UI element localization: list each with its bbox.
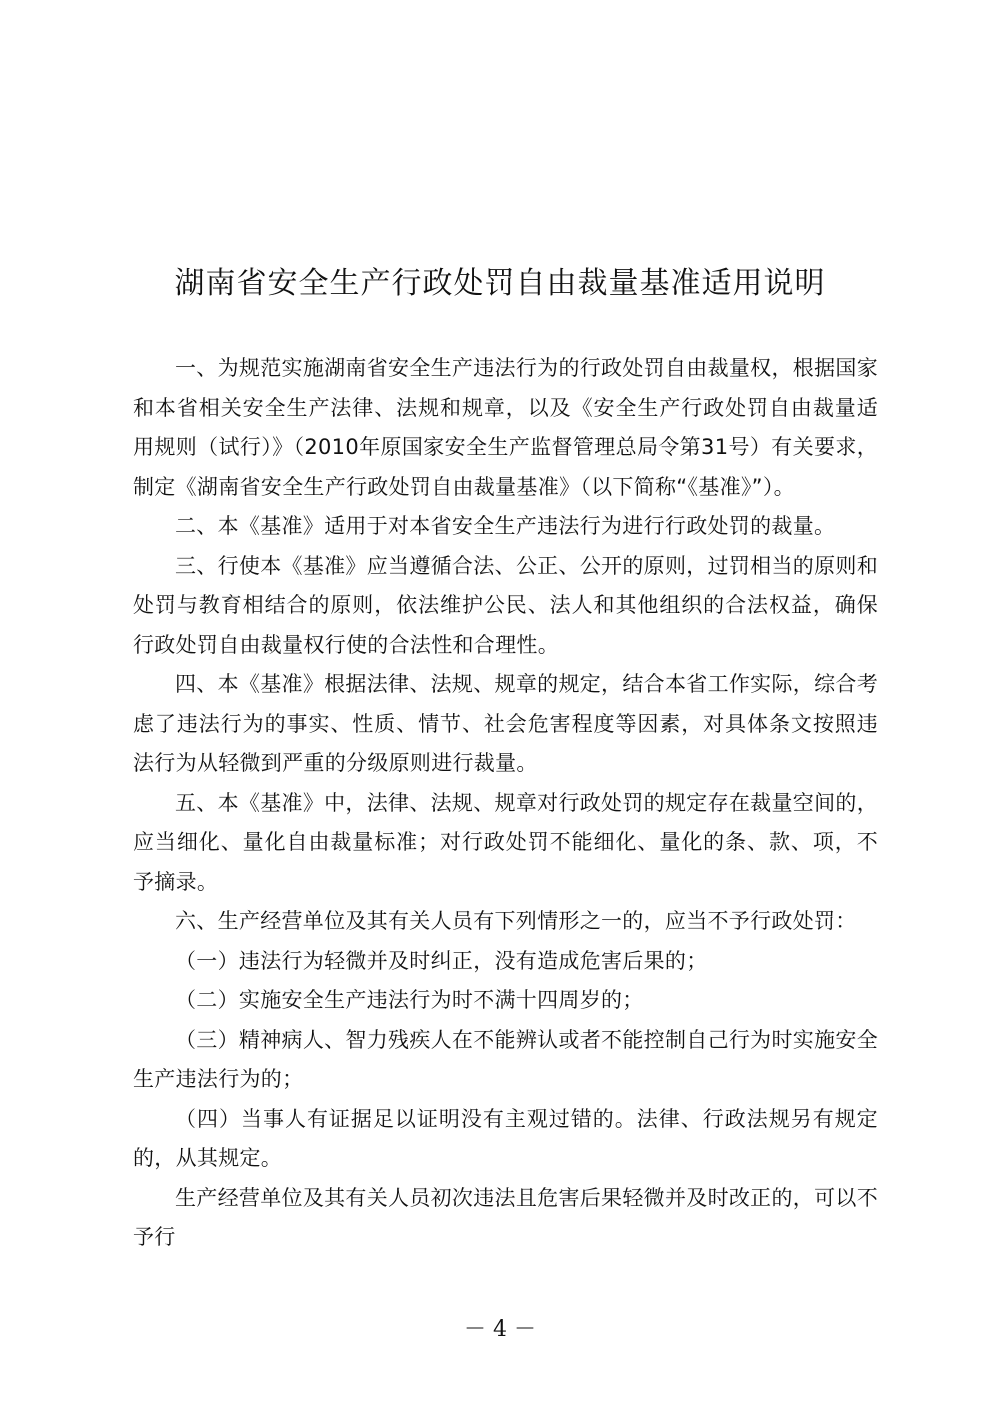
paragraph-1: 一、为规范实施湖南省安全生产违法行为的行政处罚自由裁量权，根据国家和本省相关安全生产法律、法规和规章，以及《安全生产行政处罚自由裁量适用规则（试行）》（2010年原国家安全生产监督管理总局令第31号）有关要求，制定《湖南省安全生产行政处罚自由裁量基准》（以下简称“《基准》”）。 (133, 356, 878, 499)
document-body (133, 349, 878, 1258)
paragraph-7: 生产经营单位及其有关人员初次违法且危害后果轻微并及时改正的，可以不予行 (133, 1185, 878, 1249)
list-item-1: （一）违法行为轻微并及时纠正，没有造成危害后果的； (175, 948, 708, 973)
page-number: － 4 － (464, 1317, 536, 1342)
paragraph-4: 四、本《基准》根据法律、法规、规章的规定，结合本省工作实际，综合考虑了违法行为的事实、性质、情节、社会危害程度等因素，对具体条文按照违法行为从轻微到严重的分级原则进行裁量。 (133, 672, 878, 775)
document-title: 湖南省安全生产行政处罚自由裁量基准适用说明 (174, 266, 826, 301)
paragraph-5: 五、本《基准》中，法律、法规、规章对行政处罚的规定存在裁量空间的，应当细化、量化自由裁量标准；对行政处罚不能细化、量化的条、款、项，不予摘录。 (133, 790, 878, 894)
list-item-3: （三）精神病人、智力残疾人在不能辨认或者不能控制自己行为时实施安全生产违法行为的； (133, 1027, 878, 1091)
list-item-4: （四）当事人有证据足以证明没有主观过错的。法律、行政法规另有规定的，从其规定。 (133, 1106, 878, 1170)
paragraph-2: 二、本《基准》适用于对本省安全生产违法行为进行行政处罚的裁量。 (175, 514, 836, 538)
paragraph-3: 三、行使本《基准》应当遵循合法、公正、公开的原则，过罚相当的原则和处罚与教育相结合的原则，依法维护公民、法人和其他组织的合法权益，确保行政处罚自由裁量权行使的合法性和合理性。 (133, 553, 878, 657)
list-item-2: （二）实施安全生产违法行为时不满十四周岁的； (175, 988, 644, 1012)
paragraph-6: 六、生产经营单位及其有关人员有下列情形之一的，应当不予行政处罚： (175, 909, 857, 933)
